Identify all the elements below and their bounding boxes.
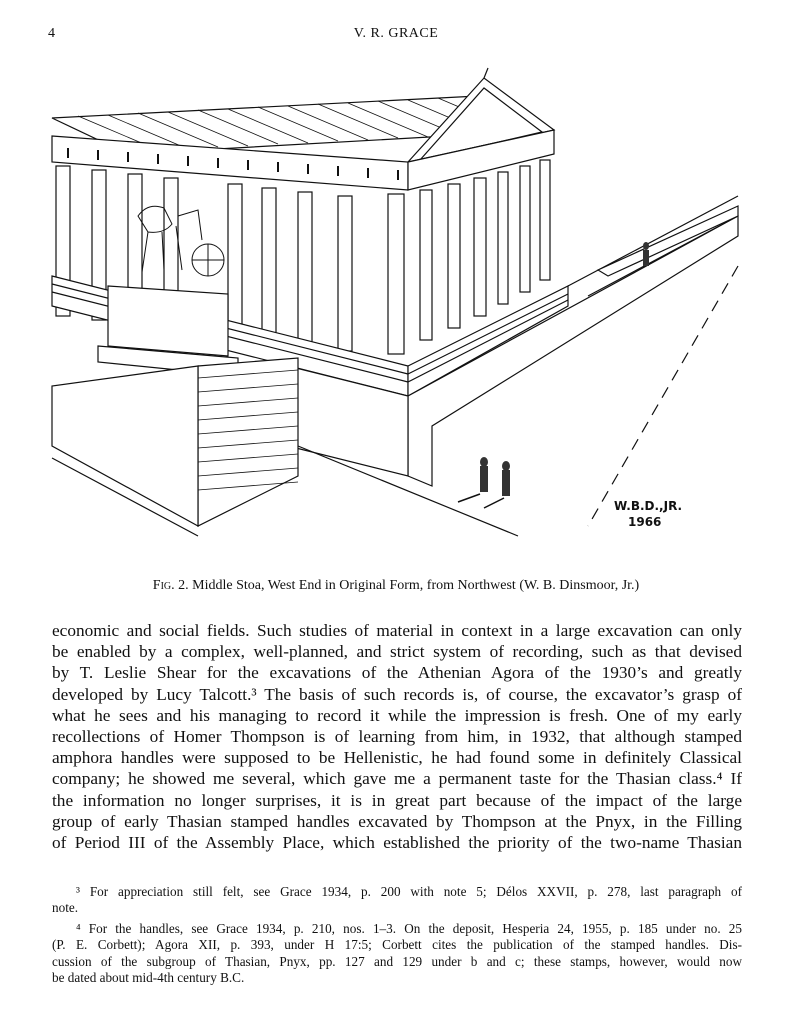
body-paragraph — [52, 620, 742, 853]
body-line: amphora handles were supposed to be Hellenistic, he had found some in definitely Classical — [52, 748, 742, 768]
caption-label: Fig. 2. — [152, 578, 189, 593]
body-line: recollections of Homer Thompson is of learning from him, in 1932, that although stamped — [52, 727, 742, 747]
body-line: economic and social fields. Such studies of material in context in a large excavation can only — [52, 621, 742, 640]
footnote-4-cont: cussion of the subgroup of Thasian, Pnyx, pp. 127 and 129 under b and c; these stamps, however, would now — [52, 953, 742, 969]
body-line: the information no longer surprises, it is in great part because of the impact of the large — [52, 790, 742, 810]
body-line: be enabled by a complex, well-planned, and strict system of recording, such as that devised — [52, 642, 742, 662]
body-line: developed by Lucy Talcott.³ The basis of such records is, of course, the excavator’s grasp of — [52, 684, 742, 704]
body-line: by T. Leslie Shear for the excavations of the Athenian Agora of the 1930’s and greatly — [52, 663, 742, 683]
body-line: group of early Thasian stamped handles excavated by Thompson at the Pnyx, in the Filling — [52, 811, 742, 831]
footnote-4-cont: be dated about mid-4th century B.C. — [52, 970, 245, 986]
stoa-illustration — [48, 66, 744, 556]
footnote-3-cont: note. — [52, 900, 79, 916]
artist-signature-year: 1966 — [628, 515, 662, 529]
figure-caption — [48, 578, 744, 594]
page-header — [48, 26, 744, 46]
body-line: what he sees and his managing to record it while the impression is fresh. One of my early — [52, 705, 742, 725]
footnote-4: ⁴ For the handles, see Grace 1934, p. 210, nos. 1–3. On the deposit, Hesperia 24, 1955, p. 185 under no. 25 — [76, 920, 742, 936]
footnote-3: ³ For appreciation still felt, see Grace 1934, p. 200 with note 5; Délos XXVII, p. 278, last paragraph of — [76, 884, 742, 899]
body-line: of Period III of the Assembly Place, which established the priority of the two-name Thasian — [52, 833, 742, 853]
stoa-drawing — [48, 66, 744, 556]
footnotes — [52, 884, 742, 986]
page-number: 4 — [48, 26, 56, 41]
caption-text: Middle Stoa, West End in Original Form, from Northwest (W. B. Dinsmoor, Jr.) — [192, 578, 640, 593]
body-line: company; he showed me several, which gave me a permanent taste for the Thasian class.⁴ If — [52, 769, 742, 789]
running-head: V. R. GRACE — [353, 26, 439, 41]
artist-signature: W.B.D.,JR. — [614, 499, 683, 513]
footnote-4-cont: (P. E. Corbett); Agora XII, p. 393, under H 17:5; Corbett cites the publication of the stamped handles. Dis- — [52, 937, 742, 953]
